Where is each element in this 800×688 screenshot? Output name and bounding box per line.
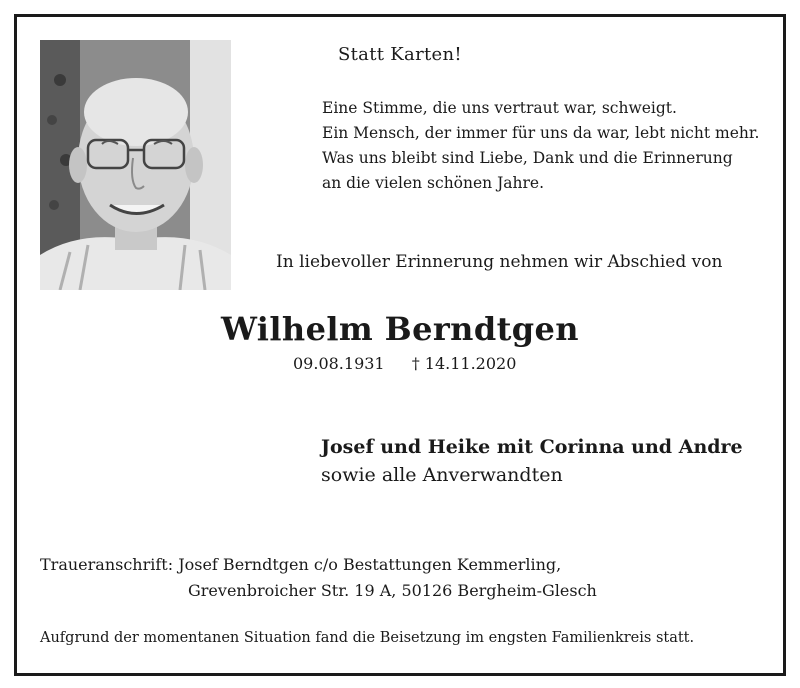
address-line-2: Grevenbroicher Str. 19 A, 50126 Bergheim-Glesch — [188, 581, 597, 600]
birth-date: 09.08.1931 — [293, 354, 385, 373]
mourning-address — [40, 552, 597, 604]
family-names: Josef und Heike mit Corinna und Andre — [321, 436, 743, 458]
statt-karten-heading: Statt Karten! — [338, 44, 462, 65]
deceased-name: Wilhelm Berndtgen — [221, 310, 579, 348]
mourners-block — [321, 436, 743, 486]
poem-line: Was uns bleibt sind Liebe, Dank und die Erinnerung — [322, 149, 733, 167]
farewell-intro: In liebevoller Erinnerung nehmen wir Abschied von — [276, 252, 723, 272]
poem-line: an die vielen schönen Jahre. — [322, 174, 545, 192]
poem-line: Eine Stimme, die uns vertraut war, schweigt. — [322, 99, 677, 117]
relatives-line: sowie alle Anverwandten — [321, 464, 563, 486]
life-dates — [293, 354, 538, 373]
death-date: † 14.11.2020 — [411, 354, 517, 373]
poem-line: Ein Mensch, der immer für uns da war, lebt nicht mehr. — [322, 124, 760, 142]
poem — [322, 96, 760, 196]
portrait-icon — [40, 40, 231, 290]
burial-note: Aufgrund der momentanen Situation fand die Beisetzung im engsten Familienkreis statt. — [40, 630, 695, 646]
portrait-photo — [40, 40, 231, 290]
address-line-1: Traueranschrift: Josef Berndtgen c/o Bestattungen Kemmerling, — [40, 555, 562, 574]
